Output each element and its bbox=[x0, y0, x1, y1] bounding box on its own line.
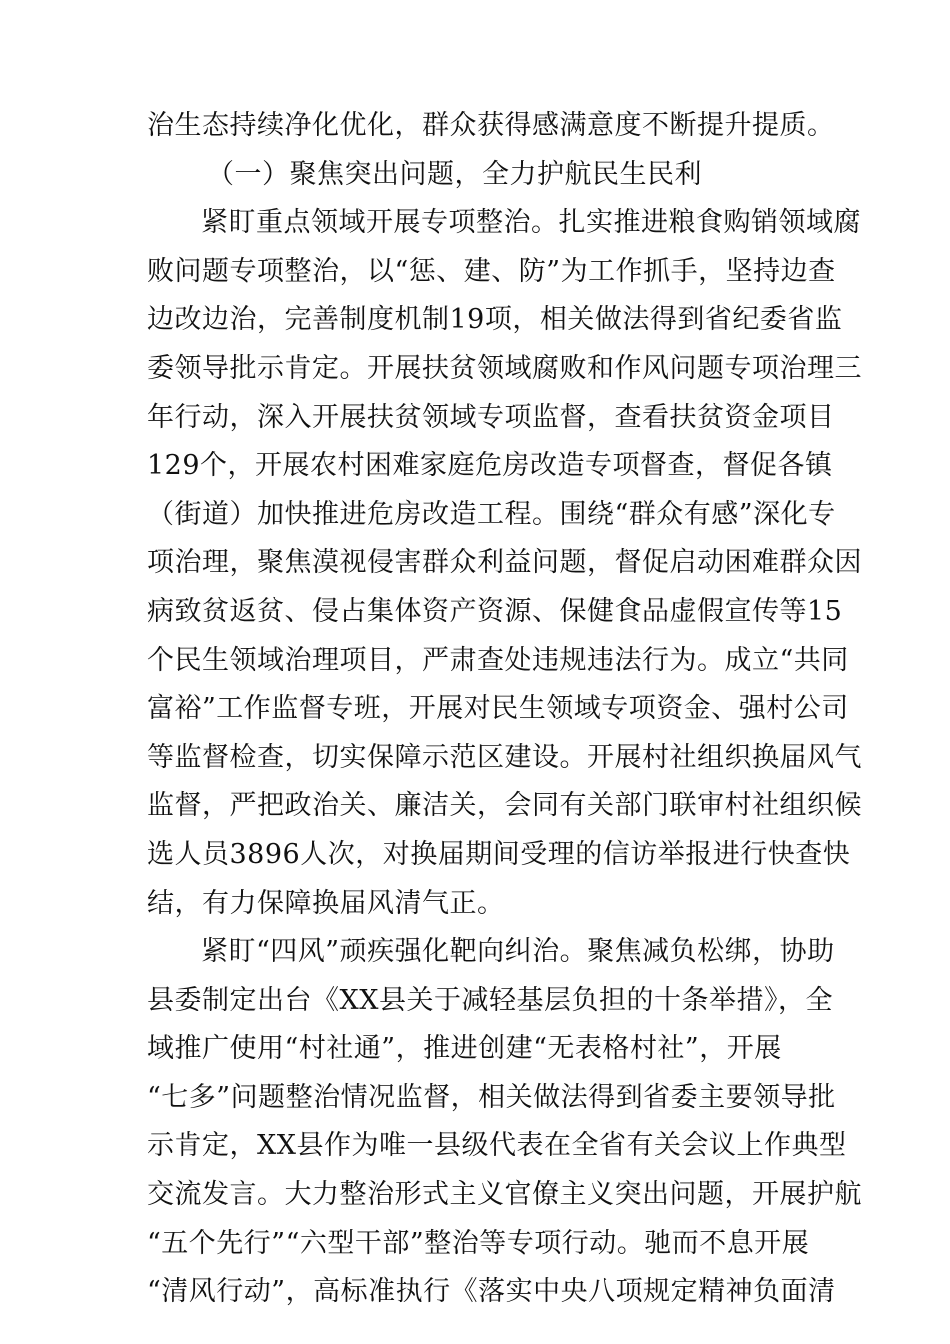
text-line: 129个，开展农村困难家庭危房改造专项督查，督促各镇 bbox=[147, 450, 833, 482]
text-line: （街道）加快推进危房改造工程。围绕“群众有感”深化专 bbox=[147, 498, 836, 530]
paragraph-first-line: 紧盯重点领域开展专项整治。扎实推进粮食购销领域腐 bbox=[201, 207, 861, 239]
text-line: 败问题专项整治，以“惩、建、防”为工作抓手，坚持边查 bbox=[147, 255, 836, 287]
text-line: “七多”问题整治情况监督，相关做法得到省委主要领导批 bbox=[147, 1081, 836, 1113]
text-line: 监督，严把政治关、廉洁关，会同有关部门联审村社组织候 bbox=[147, 790, 862, 822]
body-text bbox=[147, 102, 862, 1317]
text-line: 域推广使用“村社通”，推进创建“无表格村社”，开展 bbox=[147, 1033, 782, 1065]
text-line: 项治理，聚焦漠视侵害群众利益问题，督促启动困难群众因 bbox=[147, 547, 862, 579]
text-line: 治生态持续净化优化，群众获得感满意度不断提升提质。 bbox=[147, 110, 835, 141]
section-heading: （一）聚焦突出问题，全力护航民生民利 bbox=[207, 158, 702, 190]
text-line: 富裕”工作监督专班，开展对民生领域专项资金、强村公司 bbox=[147, 693, 849, 725]
text-line: 年行动，深入开展扶贫领域专项监督，查看扶贫资金项目 bbox=[147, 401, 835, 433]
text-line: 个民生领域治理项目，严肃查处违规违法行为。成立“共同 bbox=[147, 644, 849, 676]
text-line: 委领导批示肯定。开展扶贫领域腐败和作风问题专项治理三 bbox=[147, 352, 862, 384]
text-line: 边改边治，完善制度机制19项，相关做法得到省纪委省监 bbox=[147, 304, 843, 336]
text-line: 病致贫返贫、侵占集体资产资源、保健食品虚假宣传等15 bbox=[147, 595, 843, 627]
text-line: 县委制定出台《XX县关于减轻基层负担的十条举措》，全 bbox=[147, 984, 833, 1016]
text-line: 等监督检查，切实保障示范区建设。开展村社组织换届风气 bbox=[147, 741, 862, 773]
text-line: “五个先行”“六型干部”整治等专项行动。驰而不息开展 bbox=[147, 1227, 810, 1259]
text-line: 示肯定，XX县作为唯一县级代表在全省有关会议上作典型 bbox=[147, 1130, 847, 1162]
text-line: 选人员3896人次，对换届期间受理的信访举报进行快查快 bbox=[147, 838, 851, 870]
text-line: 交流发言。大力整治形式主义官僚主义突出问题，开展护航 bbox=[147, 1179, 862, 1211]
text-line: “清风行动”，高标准执行《落实中央八项规定精神负面清 bbox=[147, 1276, 836, 1308]
text-line: 结，有力保障换届风清气正。 bbox=[147, 887, 505, 919]
paragraph-first-line: 紧盯“四风”顽疾强化靶向纠治。聚焦减负松绑，协助 bbox=[201, 936, 835, 968]
